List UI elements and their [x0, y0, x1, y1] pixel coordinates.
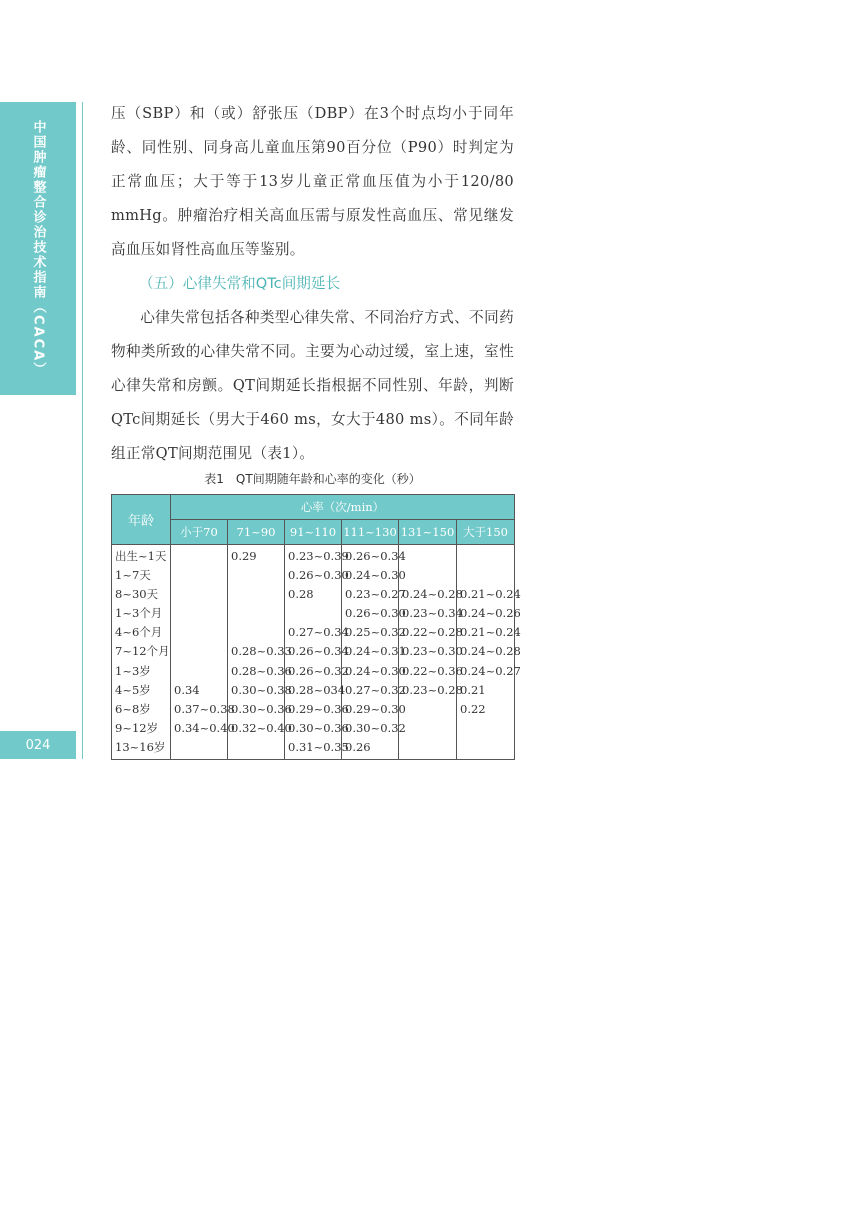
age-label: 9~12岁: [115, 720, 159, 735]
qt-value: 0.24~0.30: [345, 568, 406, 583]
qt-value: [174, 662, 224, 681]
qt-value: 0.24~0.30: [345, 663, 406, 678]
qt-value: [174, 547, 224, 566]
hr-over-150-column: [457, 545, 521, 760]
qt-value: 0.29~0.30: [345, 701, 406, 716]
qt-value: [402, 547, 453, 566]
hr-71-90-column: [228, 545, 292, 760]
qt-value: 0.23~0.27: [345, 587, 406, 602]
hr-under-70-column: [171, 545, 235, 760]
age-label: 8~30天: [115, 587, 159, 602]
hr-column-header: 小于70: [171, 520, 228, 545]
qt-interval-table: [111, 494, 521, 760]
hr-column-header: 131~150: [399, 520, 457, 545]
qt-value: [174, 738, 224, 757]
section-heading: （五）心律失常和QTc间期延长: [139, 275, 341, 292]
qt-value: 0.29~0.36: [288, 701, 349, 716]
qt-value: 0.26~0.30: [288, 568, 349, 583]
qt-value: [402, 719, 453, 738]
age-column: [112, 545, 171, 760]
qt-value: 0.28: [288, 587, 314, 602]
margin-divider: [82, 102, 83, 759]
qt-value: [174, 566, 224, 585]
qt-value: 0.30~0.38: [231, 682, 292, 697]
qt-value: 0.24~0.26: [460, 606, 521, 621]
qt-value: 0.23~0.28: [402, 682, 463, 697]
qt-value: 0.26~0.32: [288, 663, 349, 678]
heart-rate-header: 心率（次/min）: [171, 495, 515, 520]
hr-column-header: 91~110: [285, 520, 342, 545]
qt-value: 0.26~0.30: [345, 606, 406, 621]
qt-value: 0.30~0.36: [231, 701, 292, 716]
qt-value: [460, 738, 511, 757]
qt-value: 0.28~0.36: [231, 663, 292, 678]
age-label: 13~16岁: [115, 739, 166, 754]
qt-value: [402, 566, 453, 585]
book-title: 中国肿瘤整合诊治技术指南（CACA）: [30, 119, 46, 378]
qt-value: 0.24~0.31: [345, 644, 406, 659]
age-label: 1~3个月: [115, 606, 163, 621]
qt-value: 0.24~0.27: [460, 663, 521, 678]
qt-value: [231, 585, 281, 604]
qt-value: 0.30~0.36: [288, 720, 349, 735]
qt-value: 0.22~0.28: [402, 625, 463, 640]
age-label: 1~7天: [115, 568, 151, 583]
qt-value: 0.29: [231, 549, 257, 563]
age-label: 1~3岁: [115, 663, 151, 678]
qt-value: 0.30~0.32: [345, 720, 406, 735]
qt-value: [174, 623, 224, 642]
table-caption: 表1 QT间期随年龄和心率的变化（秒）: [204, 472, 421, 486]
qt-value: 0.24~0.28: [402, 587, 463, 602]
qt-value: 0.23~0.34: [402, 606, 463, 621]
chapter-side-tab: [0, 102, 76, 395]
qt-value: 0.28~0.33: [231, 644, 292, 659]
body-text: [111, 97, 514, 471]
age-label: 4~6个月: [115, 625, 163, 640]
qt-value: 0.22: [460, 701, 486, 716]
page-number: 024: [0, 731, 76, 759]
hr-column-header: 大于150: [457, 520, 515, 545]
paragraph: 心律失常包括各种类型心律失常、不同治疗方式、不同药物种类所致的心律失常不同。主要为心动过缓，室上速，室性心律失常和房颤。QT间期延长指根据不同性别、年龄，判断QTc间期延长（男大于460 ms，女大于480 ms）。不同年龄组正常QT间期范围见（表1）。: [111, 309, 514, 462]
qt-value: 0.24~0.28: [460, 644, 521, 659]
qt-value: [231, 738, 281, 757]
qt-value: [174, 585, 224, 604]
qt-value: 0.26~0.34: [345, 549, 406, 563]
qt-value: 0.21~0.24: [460, 587, 521, 602]
qt-value: [402, 700, 453, 719]
qt-value: 0.34~0.40: [174, 720, 235, 735]
qt-value: 0.27~0.34: [288, 625, 349, 640]
qt-value: 0.31~0.35: [288, 739, 349, 754]
hr-111-130-column: [342, 545, 406, 760]
qt-value: [231, 604, 281, 623]
qt-value: [288, 604, 338, 623]
qt-value: 0.25~0.32: [345, 625, 406, 640]
age-label: 6~8岁: [115, 701, 151, 716]
qt-value: [174, 642, 224, 661]
qt-value: 0.23~0.39: [288, 549, 349, 563]
qt-value: 0.32~0.40: [231, 720, 292, 735]
qt-value: 0.21~0.24: [460, 625, 521, 640]
age-label: 4~5岁: [115, 682, 151, 697]
hr-131-150-column: [399, 545, 463, 760]
qt-value: [231, 623, 281, 642]
hr-91-110-column: [285, 545, 349, 760]
age-label: 7~12个月: [115, 644, 170, 659]
hr-column-header: 71~90: [228, 520, 285, 545]
qt-value: [460, 719, 511, 738]
qt-value: [460, 547, 511, 566]
qt-value: 0.22~0.36: [402, 663, 463, 678]
qt-value: 0.26: [345, 739, 371, 754]
qt-value: [231, 566, 281, 585]
hr-column-header: 111~130: [342, 520, 399, 545]
paragraph: 压（SBP）和（或）舒张压（DBP）在3个时点均小于同年龄、同性别、同身高儿童血压第90百分位（P90）时判定为正常血压；大于等于13岁儿童正常血压值为小于120/80 mmHg。肿瘤治疗相关高血压需与原发性高血压、常见继发高血压如肾性高血压等鉴别。: [111, 105, 514, 258]
qt-value: 0.28~034: [288, 682, 346, 697]
qt-value: 0.37~0.38: [174, 701, 235, 716]
qt-value: 0.21: [460, 682, 486, 697]
qt-value: 0.27~0.32: [345, 682, 406, 697]
age-header: 年龄: [112, 495, 171, 545]
qt-value: [402, 738, 453, 757]
qt-value: [174, 604, 224, 623]
qt-value: 0.23~0.30: [402, 644, 463, 659]
age-label: 出生~1天: [115, 549, 167, 563]
qt-value: [460, 566, 511, 585]
qt-value: 0.26~0.34: [288, 644, 349, 659]
qt-value: 0.34: [174, 682, 200, 697]
